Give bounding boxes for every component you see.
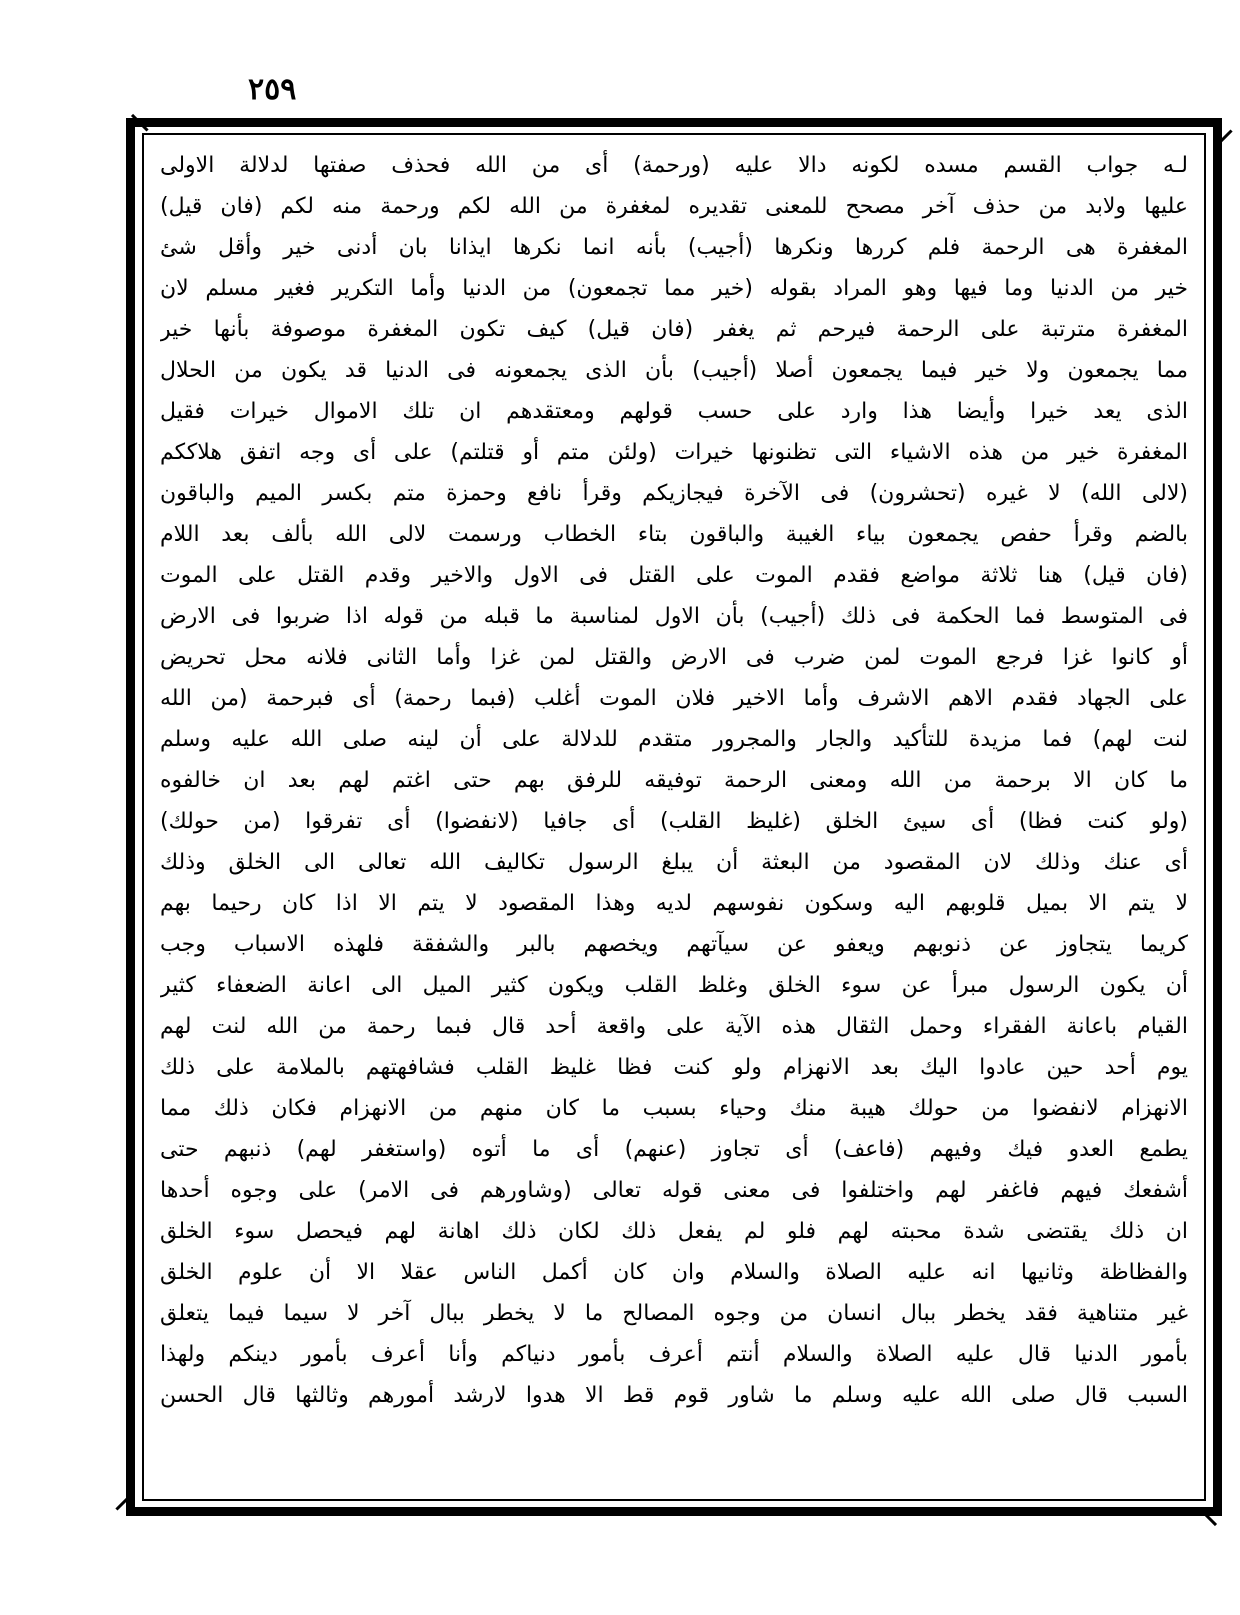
text-line: فى المتوسط فما الحكمة فى ذلك (أجيب) بأن الاول لمناسبة ما قبله من قوله اذا ضربوا فى الارض: [160, 604, 1188, 629]
text-line: لـه جواب القسم مسده لكونه دالا عليه (ورحمة) أى من الله فحذف صفتها لدلالة الاولى: [160, 153, 1188, 178]
text-line: ان ذلك يقتضى شدة محبته لهم فلو لم يفعل ذلك لكان ذلك اهانة لهم فيحصل سوء الخلق: [160, 1219, 1188, 1244]
text-line: (فان قيل) هنا ثلاثة مواضع فقدم الموت على القتل فى الاول والاخير وقدم القتل على الموت: [160, 563, 1188, 588]
text-line: يطمع العدو فيك وفيهم (فاعف) أى تجاوز (عنهم) أى ما أتوه (واستغفر لهم) ذنبهم حتى: [160, 1137, 1188, 1162]
text-line: مما يجمعون ولا خير فيما يجمعون أصلا (أجيب) بأن الذى يجمعونه فى الدنيا قد يكون من الحلال: [160, 358, 1188, 383]
text-line: المغفرة مترتبة على الرحمة فيرحم ثم يغفر (فان قيل) كيف تكون المغفرة موصوفة بأنها خير: [160, 317, 1188, 342]
text-line: غير متناهية فقد يخطر ببال انسان من وجوه المصالح ما لا يخطر ببال آخر لا سيما فيما يتعلق: [160, 1301, 1188, 1326]
text-line: خير من الدنيا وما فيها وهو المراد بقوله (خير مما تجمعون) من الدنيا وأما التكرير فغير مسلم لان: [160, 276, 1188, 301]
text-line: (لالى الله) لا غيره (تحشرون) فى الآخرة فيجازيكم وقرأ نافع وحمزة متم بكسر الميم والباقون: [160, 481, 1188, 506]
text-line: والفظاظة وثانيها انه عليه الصلاة والسلام وان كان أكمل الناس عقلا الا أن علوم الخلق: [160, 1260, 1188, 1285]
text-line: ما كان الا برحمة من الله ومعنى الرحمة توفيقه للرفق بهم حتى اغتم لهم بعد ان خالفوه: [160, 768, 1188, 793]
text-line: يوم أحد حين عادوا اليك بعد الانهزام ولو كنت فظا غليظ القلب فشافهتهم بالملامة على ذلك: [160, 1055, 1188, 1080]
text-line: لنت لهم) فما مزيدة للتأكيد والجار والمجرور متقدم للدلالة على أن لينه صلى الله عليه وسلم: [160, 727, 1188, 752]
text-line: لا يتم الا بميل قلوبهم اليه وسكون نفوسهم لديه وهذا المقصود لا يتم الا اذا كان رحيما بهم: [160, 891, 1188, 916]
text-line: بالضم وقرأ حفص يجمعون بياء الغيبة والباقون بتاء الخطاب ورسمت لالى الله بألف بعد اللام: [160, 522, 1188, 547]
text-line: أشفعك فيهم فاغفر لهم واختلفوا فى معنى قوله تعالى (وشاورهم فى الامر) على وجوه أحدها: [160, 1178, 1188, 1203]
text-line: المغفرة خير من هذه الاشياء التى تظنونها خيرات (ولئن متم أو قتلتم) على أى وجه اتفق هلاككم: [160, 440, 1188, 465]
text-line: المغفرة هى الرحمة فلم كررها ونكرها (أجيب) بأنه انما نكرها ايذانا بان أدنى خير وأقل شئ: [160, 235, 1188, 260]
text-line: كريما يتجاوز عن ذنوبهم ويعفو عن سيآتهم ويخصهم بالبر والشفقة فلهذه الاسباب وجب: [160, 932, 1188, 957]
text-line: بأمور الدنيا قال عليه الصلاة والسلام أنتم أعرف بأمور دنياكم وأنا أعرف بأمور دينكم ولهذا: [160, 1342, 1188, 1367]
page-number: ٢٥٩: [248, 72, 297, 107]
text-line: أن يكون الرسول مبرأ عن سوء الخلق وغلظ القلب ويكون كثير الميل الى اعانة الضعفاء كثير: [160, 973, 1188, 998]
text-line: الانهزام لانفضوا من حولك هيبة منك وحياء بسبب ما كان منهم من الانهزام فكان ذلك مما: [160, 1096, 1188, 1121]
text-line: القيام باعانة الفقراء وحمل الثقال هذه الآية على واقعة أحد قال فبما رحمة من الله لنت لهم: [160, 1014, 1188, 1039]
text-line: على الجهاد فقدم الاهم الاشرف وأما الاخير فلان الموت أغلب (فبما رحمة) أى فبرحمة (من الله: [160, 686, 1188, 711]
text-line: عليها ولابد من حذف آخر مصحح للمعنى تقديره لمغفرة من الله لكم ورحمة منه لكم (فان قيل): [160, 194, 1188, 219]
text-line: السبب قال صلى الله عليه وسلم ما شاور قوم قط الا هدوا لارشد أمورهم وثالثها قال الحسن: [160, 1383, 1188, 1408]
body-text: [160, 145, 1188, 1485]
text-line: الذى يعد خيرا وأيضا هذا وارد على حسب قولهم ومعتقدهم ان تلك الاموال خيرات فقيل: [160, 399, 1188, 424]
text-line: (ولو كنت فظا) أى سيئ الخلق (غليظ القلب) أى جافيا (لانفضوا) أى تفرقوا (من حولك): [160, 809, 1188, 834]
text-line: أى عنك وذلك لان المقصود من البعثة أن يبلغ الرسول تكاليف الله تعالى الى الخلق وذلك: [160, 850, 1188, 875]
text-line: أو كانوا غزا فرجع الموت لمن ضرب فى الارض والقتل لمن غزا وأما الثانى فلانه محل تحريض: [160, 645, 1188, 670]
